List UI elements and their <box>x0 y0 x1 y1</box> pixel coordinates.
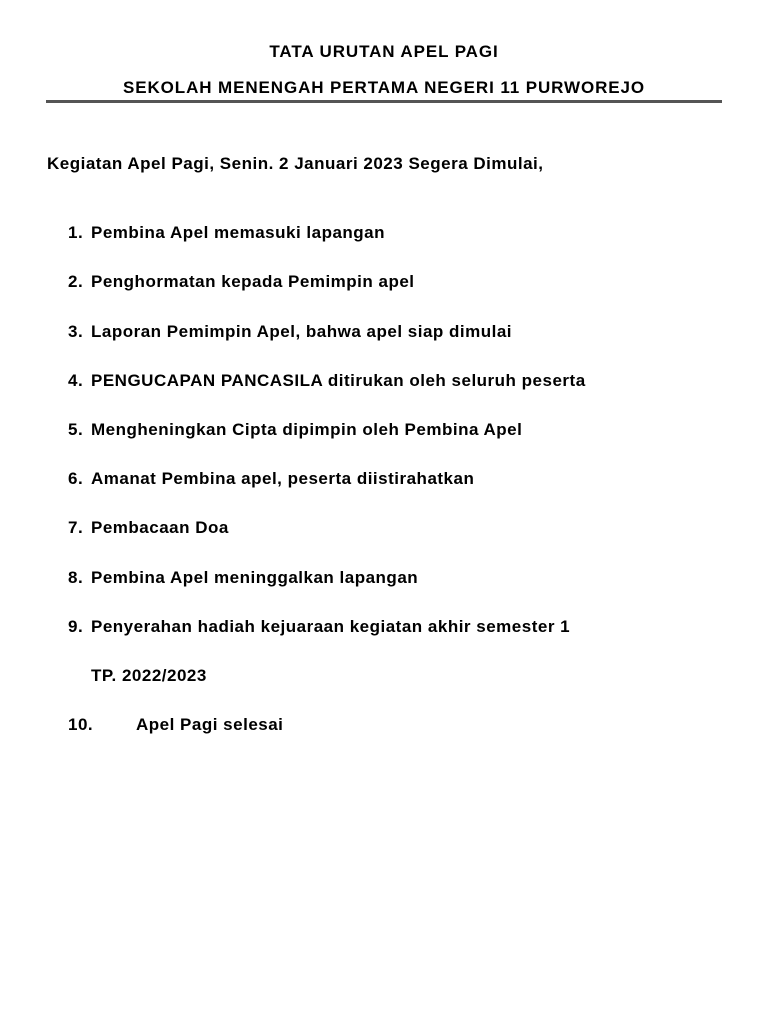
list-item-text: PENGUCAPAN PANCASILA ditirukan oleh seluruh peserta <box>91 371 586 390</box>
list-item-text: Penghormatan kepada Pemimpin apel <box>91 272 415 291</box>
list-item-number: 9. <box>68 617 84 636</box>
header-divider <box>46 100 722 103</box>
list-item-text: Laporan Pemimpin Apel, bahwa apel siap dimulai <box>91 322 513 341</box>
list-item-number: 4. <box>68 371 84 390</box>
list-item-text: Mengheningkan Cipta dipimpin oleh Pembina Apel <box>91 420 523 439</box>
document-title: TATA URUTAN APEL PAGI <box>269 42 499 61</box>
list-item-text-continuation: TP. 2022/2023 <box>91 666 207 685</box>
list-item-text: Amanat Pembina apel, peserta diistirahatkan <box>91 469 475 488</box>
list-item-number: 6. <box>68 469 84 488</box>
intro-text: Kegiatan Apel Pagi, Senin. 2 Januari 2023 Segera Dimulai, <box>47 154 544 173</box>
school-name: SEKOLAH MENENGAH PERTAMA NEGERI 11 PURWOREJO <box>123 78 645 97</box>
list-item-text: Pembina Apel meninggalkan lapangan <box>91 568 419 587</box>
list-item-number: 5. <box>68 420 84 439</box>
list-item-number: 1. <box>68 223 84 242</box>
list-item-number: 7. <box>68 518 84 537</box>
list-item-text: Apel Pagi selesai <box>136 715 284 734</box>
list-item-number: 3. <box>68 322 84 341</box>
list-item-text: Pembacaan Doa <box>91 518 229 537</box>
list-item-text: Penyerahan hadiah kejuaraan kegiatan akhir semester 1 <box>91 617 571 636</box>
list-item-text: Pembina Apel memasuki lapangan <box>91 223 386 242</box>
list-item-number: 8. <box>68 568 84 587</box>
list-item-number: 10. <box>68 715 94 734</box>
list-item-number: 2. <box>68 272 84 291</box>
